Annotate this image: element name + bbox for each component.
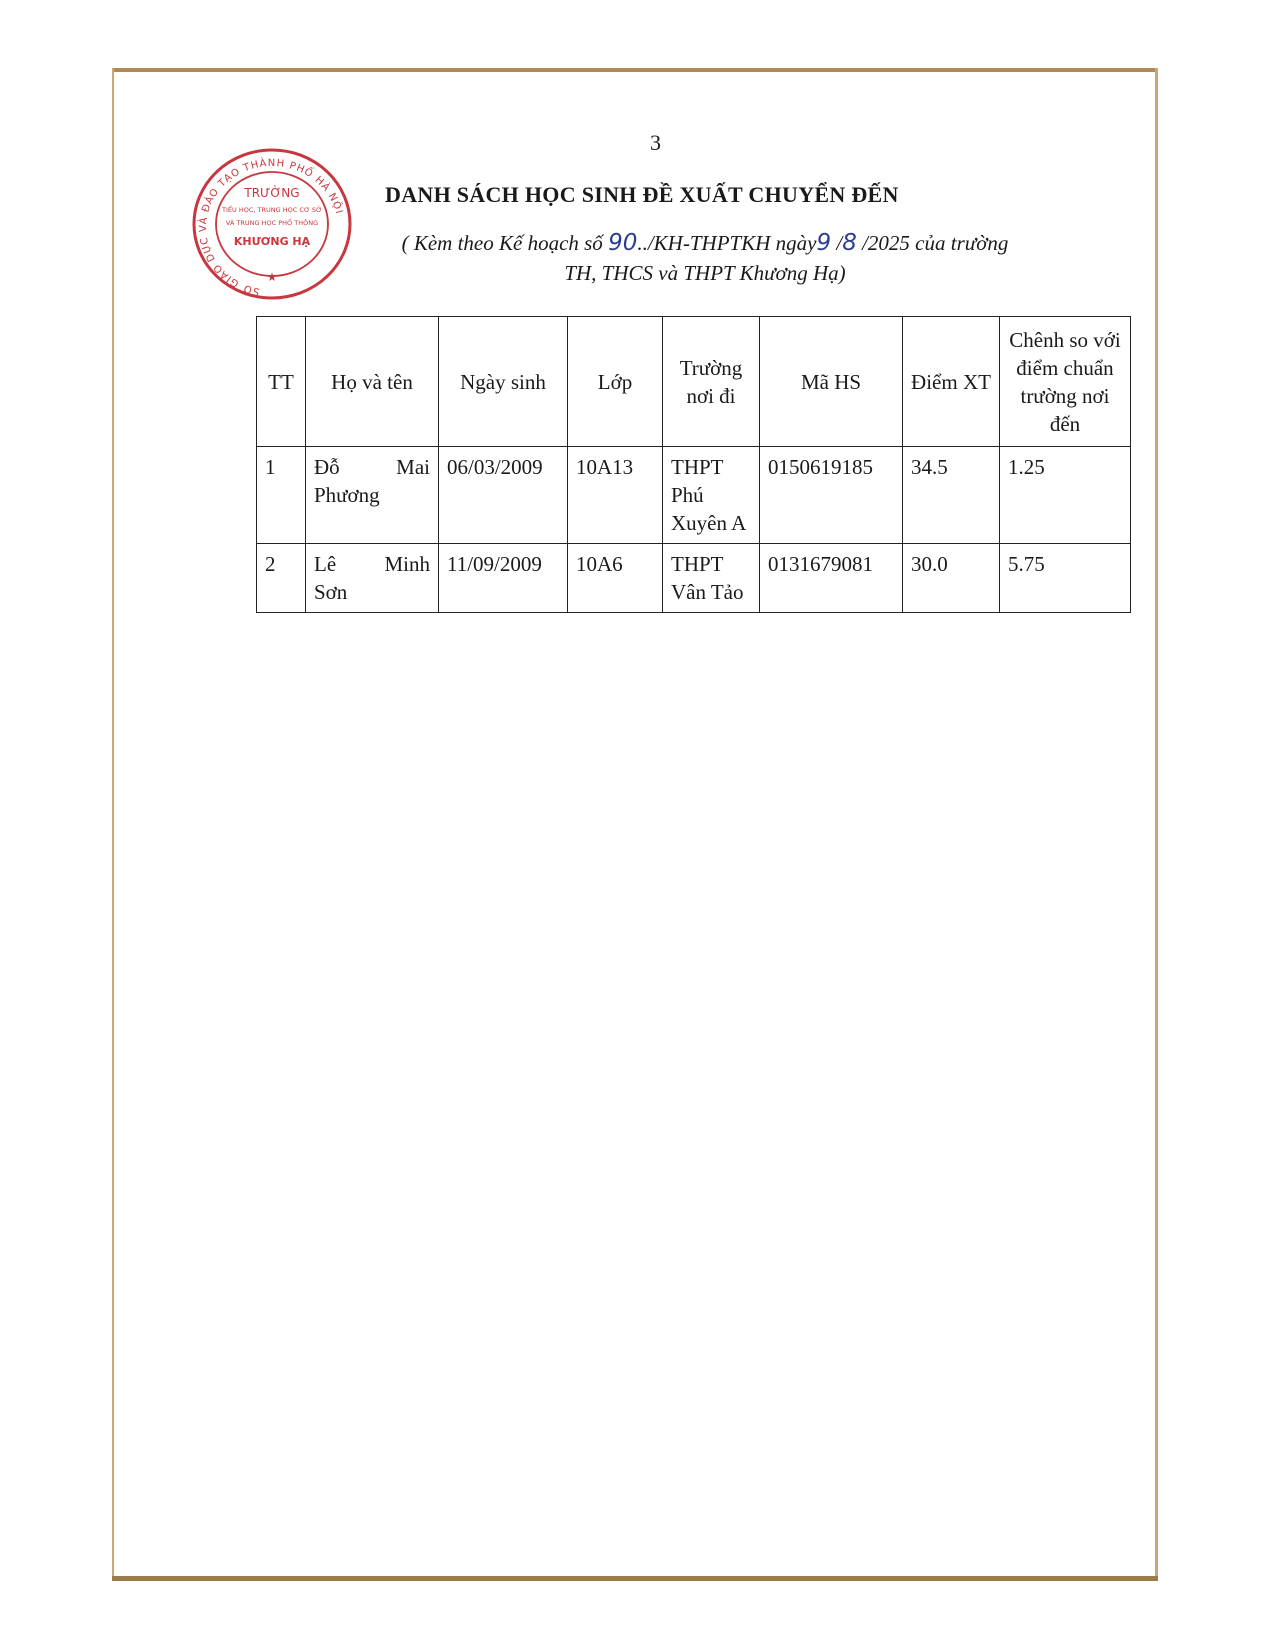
name-part: Mai bbox=[396, 455, 430, 479]
cell-name bbox=[306, 544, 439, 613]
document-title: DANH SÁCH HỌC SINH ĐỀ XUẤT CHUYỂN ĐẾN bbox=[385, 182, 899, 207]
subtitle-text-b: ../KH-THPTKH ngày bbox=[637, 231, 817, 255]
header-tt: TT bbox=[257, 317, 306, 447]
document-subtitle bbox=[345, 228, 1065, 288]
table-row bbox=[257, 447, 1131, 544]
handwritten-plan-number: 90 bbox=[608, 230, 638, 256]
handwritten-day: 9 bbox=[816, 230, 832, 256]
cell-difference: 5.75 bbox=[1000, 544, 1131, 613]
svg-text:SỞ GIÁO DỤC VÀ ĐÀO TẠO THÀNH P: SỞ GIÁO DỤC VÀ ĐÀO TẠO THÀNH PHỐ HÀ NỘI bbox=[198, 157, 345, 297]
subtitle-text-a: ( Kèm theo Kế hoạch số bbox=[401, 231, 609, 255]
name-line-2: Sơn bbox=[314, 580, 348, 604]
name-line-2: Phương bbox=[314, 483, 380, 507]
subtitle-line-2: TH, THCS và THPT Khương Hạ) bbox=[564, 261, 846, 285]
handwritten-month: 8 bbox=[842, 230, 857, 256]
cell-dob: 11/09/2009 bbox=[439, 544, 568, 613]
svg-text:KHƯƠNG HẠ: KHƯƠNG HẠ bbox=[233, 235, 311, 248]
svg-text:VÀ TRUNG HỌC PHỔ THÔNG: VÀ TRUNG HỌC PHỔ THÔNG bbox=[225, 219, 319, 227]
name-part: Lê bbox=[314, 552, 337, 576]
page-edge-bottom bbox=[112, 1576, 1158, 1581]
svg-text:TRƯỜNG: TRƯỜNG bbox=[244, 186, 300, 200]
subtitle-line-1 bbox=[345, 228, 1065, 258]
cell-school: THPT Vân Tảo bbox=[663, 544, 760, 613]
cell-score: 30.0 bbox=[903, 544, 1000, 613]
page-edge-left bbox=[112, 68, 114, 1578]
header-student-code: Mã HS bbox=[760, 317, 903, 447]
school-seal-stamp bbox=[190, 145, 355, 303]
header-name: Họ và tên bbox=[306, 317, 439, 447]
subtitle-text-c: /2025 của trường bbox=[856, 231, 1009, 255]
date-separator: / bbox=[831, 231, 843, 255]
svg-text:TIỂU HỌC, TRUNG HỌC CƠ SỞ: TIỂU HỌC, TRUNG HỌC CƠ SỞ bbox=[222, 206, 322, 214]
cell-class: 10A13 bbox=[568, 447, 663, 544]
table-header-row bbox=[257, 317, 1131, 447]
header-score: Điểm XT bbox=[903, 317, 1000, 447]
cell-school: THPT Phú Xuyên A bbox=[663, 447, 760, 544]
page-edge-right bbox=[1155, 68, 1158, 1578]
name-part: Minh bbox=[384, 552, 430, 576]
header-dob: Ngày sinh bbox=[439, 317, 568, 447]
cell-tt: 2 bbox=[257, 544, 306, 613]
svg-text:★: ★ bbox=[266, 270, 278, 284]
student-transfer-table bbox=[256, 316, 1131, 613]
cell-student-code: 0131679081 bbox=[760, 544, 903, 613]
page-edge-top bbox=[112, 68, 1158, 72]
table-row bbox=[257, 544, 1131, 613]
page-number: 3 bbox=[650, 130, 661, 155]
header-difference: Chênh so với điểm chuẩn trường nơi đến bbox=[1000, 317, 1131, 447]
cell-name bbox=[306, 447, 439, 544]
name-line-1 bbox=[314, 550, 430, 578]
cell-difference: 1.25 bbox=[1000, 447, 1131, 544]
cell-score: 34.5 bbox=[903, 447, 1000, 544]
name-part: Đỗ bbox=[314, 455, 340, 479]
cell-tt: 1 bbox=[257, 447, 306, 544]
name-line-1 bbox=[314, 453, 430, 481]
header-class: Lớp bbox=[568, 317, 663, 447]
cell-student-code: 0150619185 bbox=[760, 447, 903, 544]
header-school: Trường nơi đi bbox=[663, 317, 760, 447]
cell-class: 10A6 bbox=[568, 544, 663, 613]
cell-dob: 06/03/2009 bbox=[439, 447, 568, 544]
